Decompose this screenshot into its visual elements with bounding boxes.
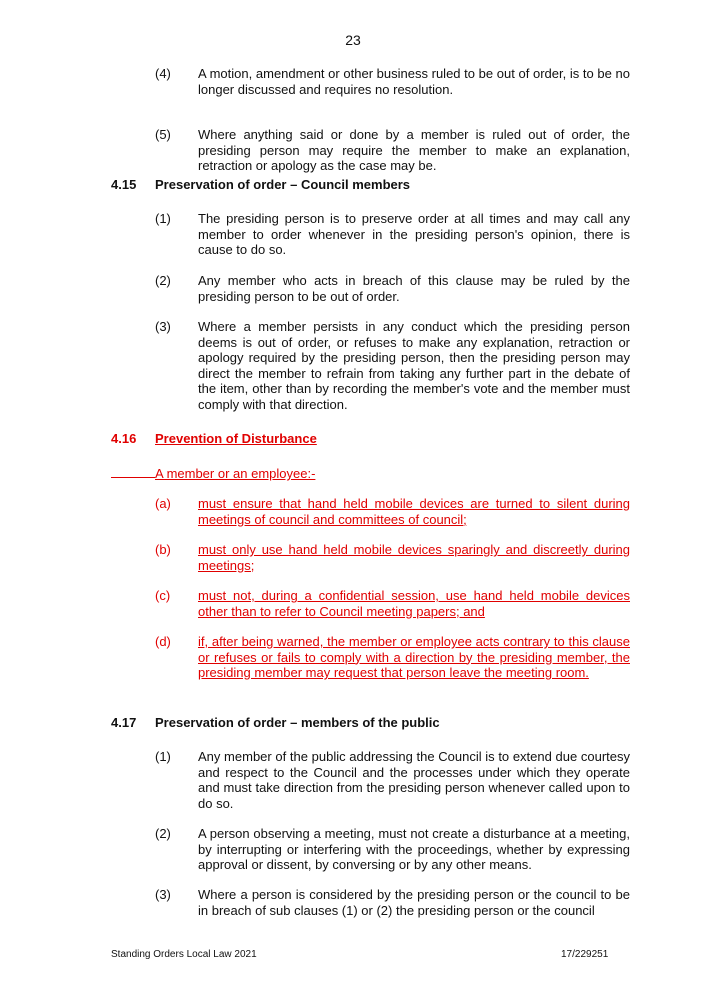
clause-number: (2) <box>155 826 171 841</box>
clause-text: if, after being warned, the member or employee acts contrary to this clause or refuses or fails to comply with a direction by the presiding member, the presiding member may request that person leave the meeting room. <box>198 634 630 680</box>
clause-number: (2) <box>155 273 171 288</box>
clause-text: Where a member persists in any conduct which the presiding person deems is out of order, or refuses to make any explanation, retraction or apology required by the presiding person, then the presiding person may direct the member to refrain from taking any further part in the debate of the item, other than by recording the member's vote and the member must comply with that direction. <box>198 319 630 412</box>
section-title: Preservation of order – members of the public <box>155 715 440 730</box>
clause-number: (d) <box>155 634 171 649</box>
clause-text: A person observing a meeting, must not create a disturbance at a meeting, by interrupting or interfering with the proceedings, whether by expressing approval or dissent, by conversing or by any other means. <box>198 826 630 872</box>
clause-text: Any member of the public addressing the Council is to extend due courtesy and respect to the Council and the processes under which they operate and must take direction from the presiding person whenever called upon to do so. <box>198 749 630 811</box>
clause-text: A motion, amendment or other business ruled to be out of order, is to be no longer discussed and requires no resolution. <box>198 66 630 97</box>
clause-number: (5) <box>155 127 171 142</box>
clause-text: Where anything said or done by a member is ruled out of order, the presiding person may require the member to make an explanation, retraction or apology as the case may be. <box>198 127 630 173</box>
clause-number: (c) <box>155 588 171 603</box>
section-title: Prevention of Disturbance <box>155 431 317 446</box>
clause-text: The presiding person is to preserve order at all times and may call any member to order whenever in the presiding person's opinion, there is cause to do so. <box>198 211 630 257</box>
underline-indent <box>111 465 155 478</box>
clause-number: (3) <box>155 887 171 902</box>
intro-text: A member or an employee:- <box>155 466 316 481</box>
clause-text: Where a person is considered by the presiding person or the council to be in breach of sub clauses (1) or (2) the presiding person or the council <box>198 887 630 918</box>
footer-reference: 17/229251 <box>561 949 609 960</box>
clause-text: must ensure that hand held mobile devices are turned to silent during meetings of council and committees of council; <box>198 496 630 527</box>
section-number: 4.17 <box>111 715 137 730</box>
clause-number: (3) <box>155 319 171 334</box>
section-number: 4.16 <box>111 431 137 446</box>
clause-number: (a) <box>155 496 171 511</box>
clause-number: (1) <box>155 211 171 226</box>
page-number: 23 <box>345 32 361 48</box>
section-number: 4.15 <box>111 177 137 192</box>
clause-number: (4) <box>155 66 171 81</box>
clause-number: (b) <box>155 542 171 557</box>
section-title: Preservation of order – Council members <box>155 177 411 192</box>
footer-title: Standing Orders Local Law 2021 <box>111 949 257 960</box>
clause-number: (1) <box>155 749 171 764</box>
section-intro <box>111 465 361 482</box>
clause-text: must not, during a confidential session, use hand held mobile devices other than to refer to Council meeting papers; and <box>198 588 630 619</box>
clause-text: must only use hand held mobile devices sparingly and discreetly during meetings; <box>198 542 630 573</box>
clause-text: Any member who acts in breach of this clause may be ruled by the presiding person to be out of order. <box>198 273 630 304</box>
